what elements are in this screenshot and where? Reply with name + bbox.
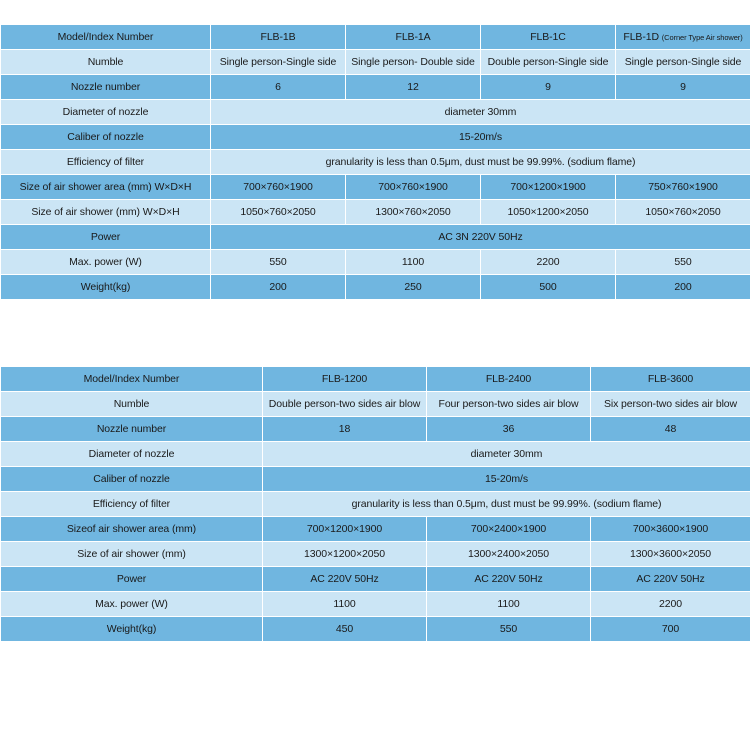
table-cell: 2200 bbox=[591, 592, 750, 617]
model-name: FLB-1D bbox=[623, 31, 659, 43]
table-cell: 550 bbox=[427, 617, 591, 642]
row-label: Size of air shower area (mm) W×D×H bbox=[1, 175, 211, 200]
table-cell: 1100 bbox=[263, 592, 427, 617]
table-row bbox=[1, 225, 750, 250]
table-cell: AC 220V 50Hz bbox=[263, 567, 427, 592]
table-cell: Double person-Single side bbox=[481, 50, 616, 75]
table-cell: Double person-two sides air blow bbox=[263, 392, 427, 417]
table-cell: Single person- Double side bbox=[346, 50, 481, 75]
row-label: Model/Index Number bbox=[1, 25, 211, 50]
row-label: Nozzle number bbox=[1, 75, 211, 100]
table-row bbox=[1, 75, 750, 100]
model-cell: FLB-3600 bbox=[591, 367, 750, 392]
table-cell: 1050×760×2050 bbox=[616, 200, 750, 225]
table-cell: 700 bbox=[591, 617, 750, 642]
table-cell: 700×1200×1900 bbox=[263, 517, 427, 542]
table-cell: 1300×2400×2050 bbox=[427, 542, 591, 567]
table-row bbox=[1, 200, 750, 225]
row-label: Size of air shower (mm) bbox=[1, 542, 263, 567]
row-label: Caliber of nozzle bbox=[1, 125, 211, 150]
model-cell: FLB-1B bbox=[211, 25, 346, 50]
table-cell: 15-20m/s bbox=[211, 125, 750, 150]
table-cell: 200 bbox=[616, 275, 750, 300]
row-label: Weight(kg) bbox=[1, 617, 263, 642]
row-label: Diameter of nozzle bbox=[1, 100, 211, 125]
table-row bbox=[1, 617, 750, 642]
table-row bbox=[1, 492, 750, 517]
table-cell: Six person-two sides air blow bbox=[591, 392, 750, 417]
model-cell: FLB-1200 bbox=[263, 367, 427, 392]
table-cell: granularity is less than 0.5μm, dust must be 99.99%. (sodium flame) bbox=[263, 492, 750, 517]
row-label: Max. power (W) bbox=[1, 592, 263, 617]
table-cell: 48 bbox=[591, 417, 750, 442]
table-row bbox=[1, 125, 750, 150]
table-cell: 18 bbox=[263, 417, 427, 442]
row-label: Sizeof air shower area (mm) bbox=[1, 517, 263, 542]
table-cell: Single person-Single side bbox=[616, 50, 750, 75]
spec-table-flb-1-series bbox=[0, 24, 750, 300]
row-label: Efficiency of filter bbox=[1, 150, 211, 175]
row-label: Caliber of nozzle bbox=[1, 467, 263, 492]
table-row bbox=[1, 592, 750, 617]
table-cell: 9 bbox=[481, 75, 616, 100]
table-cell: 700×1200×1900 bbox=[481, 175, 616, 200]
row-label: Nozzle number bbox=[1, 417, 263, 442]
table-row bbox=[1, 100, 750, 125]
table-cell: 9 bbox=[616, 75, 750, 100]
table-cell: 700×2400×1900 bbox=[427, 517, 591, 542]
table-row bbox=[1, 175, 750, 200]
table-cell: AC 220V 50Hz bbox=[591, 567, 750, 592]
table-row bbox=[1, 517, 750, 542]
table-cell: 1100 bbox=[427, 592, 591, 617]
table-row bbox=[1, 442, 750, 467]
table-cell: 700×760×1900 bbox=[346, 175, 481, 200]
table-cell: 550 bbox=[211, 250, 346, 275]
table-cell: 1300×760×2050 bbox=[346, 200, 481, 225]
table-row bbox=[1, 250, 750, 275]
row-label: Max. power (W) bbox=[1, 250, 211, 275]
row-label: Numble bbox=[1, 50, 211, 75]
row-label: Size of air shower (mm) W×D×H bbox=[1, 200, 211, 225]
table-cell: diameter 30mm bbox=[263, 442, 750, 467]
row-label: Power bbox=[1, 225, 211, 250]
table-cell: 550 bbox=[616, 250, 750, 275]
table-row bbox=[1, 150, 750, 175]
model-cell bbox=[616, 25, 750, 50]
row-label: Weight(kg) bbox=[1, 275, 211, 300]
model-cell: FLB-2400 bbox=[427, 367, 591, 392]
table-cell: 1300×1200×2050 bbox=[263, 542, 427, 567]
table-cell: AC 220V 50Hz bbox=[427, 567, 591, 592]
table-cell: Single person-Single side bbox=[211, 50, 346, 75]
table-row bbox=[1, 25, 750, 50]
model-cell: FLB-1A bbox=[346, 25, 481, 50]
table-row bbox=[1, 275, 750, 300]
table-cell: 36 bbox=[427, 417, 591, 442]
table-cell: 6 bbox=[211, 75, 346, 100]
table-cell: 500 bbox=[481, 275, 616, 300]
table-cell: 1050×1200×2050 bbox=[481, 200, 616, 225]
table-cell: 12 bbox=[346, 75, 481, 100]
table-cell: 750×760×1900 bbox=[616, 175, 750, 200]
table-row bbox=[1, 392, 750, 417]
table-row bbox=[1, 542, 750, 567]
table-cell: 2200 bbox=[481, 250, 616, 275]
model-note: (Corner Type Air shower) bbox=[661, 33, 743, 42]
table-row bbox=[1, 50, 750, 75]
table-cell: 250 bbox=[346, 275, 481, 300]
table-row bbox=[1, 367, 750, 392]
table-cell: 1050×760×2050 bbox=[211, 200, 346, 225]
table-cell: granularity is less than 0.5μm, dust must be 99.99%. (sodium flame) bbox=[211, 150, 750, 175]
table-row bbox=[1, 417, 750, 442]
table-cell: 700×760×1900 bbox=[211, 175, 346, 200]
model-cell: FLB-1C bbox=[481, 25, 616, 50]
table-cell: 200 bbox=[211, 275, 346, 300]
row-label: Power bbox=[1, 567, 263, 592]
row-label: Model/Index Number bbox=[1, 367, 263, 392]
table-row bbox=[1, 567, 750, 592]
row-label: Diameter of nozzle bbox=[1, 442, 263, 467]
spec-table-flb-large-series bbox=[0, 366, 750, 642]
table-cell: 700×3600×1900 bbox=[591, 517, 750, 542]
table-row bbox=[1, 467, 750, 492]
table-cell: 1300×3600×2050 bbox=[591, 542, 750, 567]
row-label: Efficiency of filter bbox=[1, 492, 263, 517]
row-label: Numble bbox=[1, 392, 263, 417]
table-cell: Four person-two sides air blow bbox=[427, 392, 591, 417]
table-cell: 1100 bbox=[346, 250, 481, 275]
table-cell: 450 bbox=[263, 617, 427, 642]
table-cell: AC 3N 220V 50Hz bbox=[211, 225, 750, 250]
table-cell: diameter 30mm bbox=[211, 100, 750, 125]
table-cell: 15-20m/s bbox=[263, 467, 750, 492]
